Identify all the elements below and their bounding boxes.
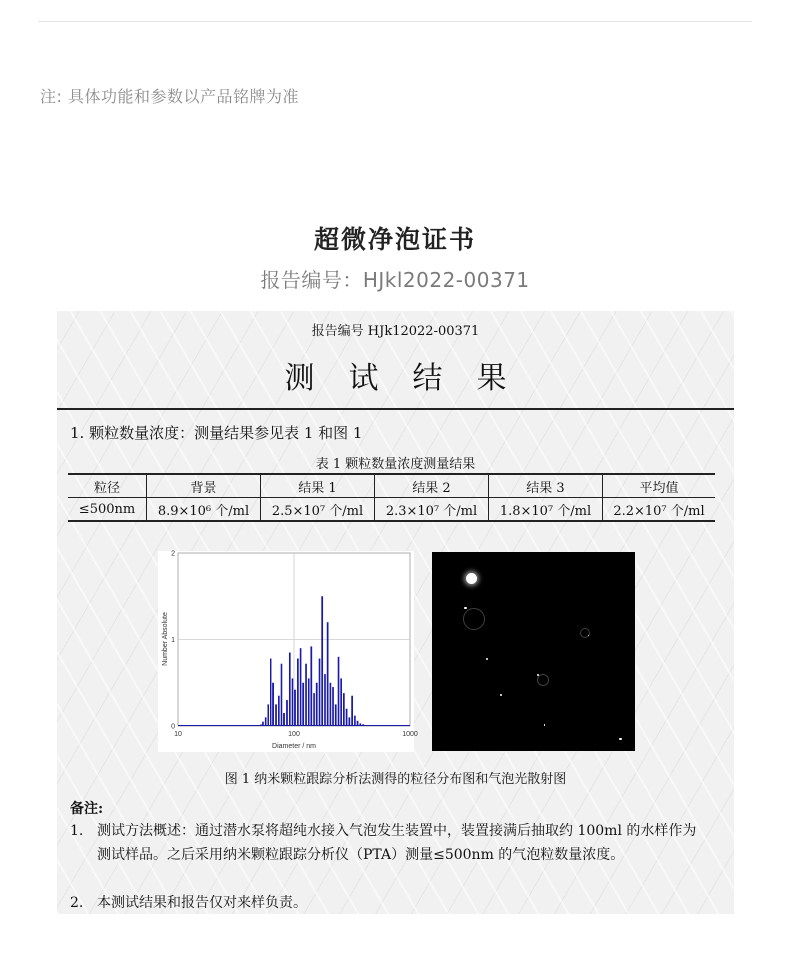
y-axis-label: Number Absolute [162, 612, 169, 666]
distribution-bar [270, 659, 271, 726]
certificate-title: 超微净泡证书 [313, 225, 476, 254]
remark-text: 本测试结果和报告仅对来样负责。 [97, 895, 307, 911]
distribution-bar [289, 652, 291, 726]
distribution-bar [346, 709, 348, 726]
header-cell: 结果 3 [489, 474, 603, 498]
distribution-bar [305, 664, 307, 726]
distribution-bar [313, 693, 315, 726]
distribution-bar [275, 704, 277, 726]
distribution-bar [343, 693, 345, 726]
figure-caption: 图 1 纳米颗粒跟踪分析法测得的粒径分布图和气泡光散射图 [224, 772, 567, 787]
size-distribution-chart [158, 550, 418, 752]
heading-divider [57, 408, 734, 410]
distribution-bar [310, 646, 312, 726]
bubble-particle [486, 658, 488, 660]
distribution-bar [324, 674, 326, 726]
remark-item [70, 891, 710, 915]
bubble-halo [537, 674, 549, 686]
table-cell: 2.5×10⁷ 个/ml [261, 498, 375, 522]
document-heading: 测试结果 [284, 361, 541, 396]
bubble-particle [544, 724, 546, 726]
table-cell: 8.9×10⁶ 个/ml [147, 498, 261, 522]
bubble-particle [619, 738, 622, 741]
certificate-document [57, 311, 734, 914]
distribution-bar [300, 648, 302, 726]
distribution-bar [335, 704, 337, 726]
x-tick-label: 10 [174, 731, 182, 738]
bubble-particle [466, 573, 477, 584]
x-tick-label: 100 [288, 731, 300, 738]
header-cell: 粒径 [68, 474, 147, 498]
table-cell: 2.3×10⁷ 个/ml [375, 498, 489, 522]
results-table [68, 473, 715, 522]
bubble-particle [500, 694, 502, 696]
product-note: 注: 具体功能和参数以产品铭牌为准 [40, 87, 299, 106]
table-row [68, 498, 715, 522]
header-cell: 背景 [147, 474, 261, 498]
distribution-bar [286, 700, 288, 726]
top-divider [38, 21, 752, 22]
document-report-number: 报告编号 HJk12022-00371 [311, 324, 480, 339]
table-cell: ≤500nm [68, 498, 147, 522]
distribution-bar [297, 659, 299, 726]
table-caption: 表 1 颗粒数量浓度测量结果 [315, 457, 476, 472]
distribution-bar [316, 683, 318, 726]
table-header-row [68, 474, 715, 498]
distribution-bar [272, 683, 274, 726]
remark-item [70, 819, 710, 891]
distribution-bar [338, 657, 340, 726]
bubble-light-scattering-image [432, 552, 635, 751]
header-cell: 结果 2 [375, 474, 489, 498]
header-cell: 结果 1 [261, 474, 375, 498]
distribution-bar [340, 678, 342, 726]
x-tick-label: 1000 [402, 731, 418, 738]
section-1-title: 1. 颗粒数量浓度：测量结果参见表 1 和图 1 [70, 424, 363, 442]
distribution-bar [354, 716, 356, 726]
distribution-bar [327, 622, 329, 726]
header-cell: 平均值 [603, 474, 716, 498]
bubble-particle [464, 607, 466, 609]
bubble-halo [463, 608, 485, 630]
table-cell: 1.8×10⁷ 个/ml [489, 498, 603, 522]
remark-number: 2. [70, 895, 84, 911]
distribution-bar [292, 678, 294, 726]
distribution-bar [283, 713, 285, 726]
distribution-bar [268, 704, 270, 726]
distribution-bar [302, 683, 304, 726]
distribution-bar [351, 696, 353, 726]
distribution-bar [308, 678, 310, 726]
y-tick-label: 2 [171, 550, 175, 558]
distribution-bar [294, 690, 296, 726]
remarks-title: 备注: [70, 801, 104, 817]
certificate-report-number: 报告编号：HJkl2022-00371 [260, 268, 530, 292]
bubble-halo [580, 628, 590, 638]
distribution-bar [321, 596, 323, 726]
remark-text: 测试方法概述：通过潜水泵将超纯水接入气泡发生装置中，装置接满后抽取约 100ml 的水样作为测试样品。之后采用纳米颗粒跟踪分析仪（PTA）测量≤500nm 的气泡粒数量浓度。 [97, 823, 697, 863]
distribution-chart-svg [158, 550, 418, 752]
distribution-bar [319, 659, 321, 726]
distribution-bar [265, 717, 267, 726]
distribution-bar [278, 696, 280, 726]
table-cell: 2.2×10⁷ 个/ml [603, 498, 716, 522]
distribution-bar [348, 717, 350, 726]
remark-number: 1. [70, 823, 84, 839]
y-tick-label: 0 [171, 723, 175, 731]
distribution-bar [330, 683, 332, 726]
x-axis-label: Diameter / nm [272, 743, 316, 750]
y-tick-label: 1 [171, 637, 175, 644]
distribution-bar [281, 664, 283, 726]
distribution-bar [332, 687, 334, 726]
